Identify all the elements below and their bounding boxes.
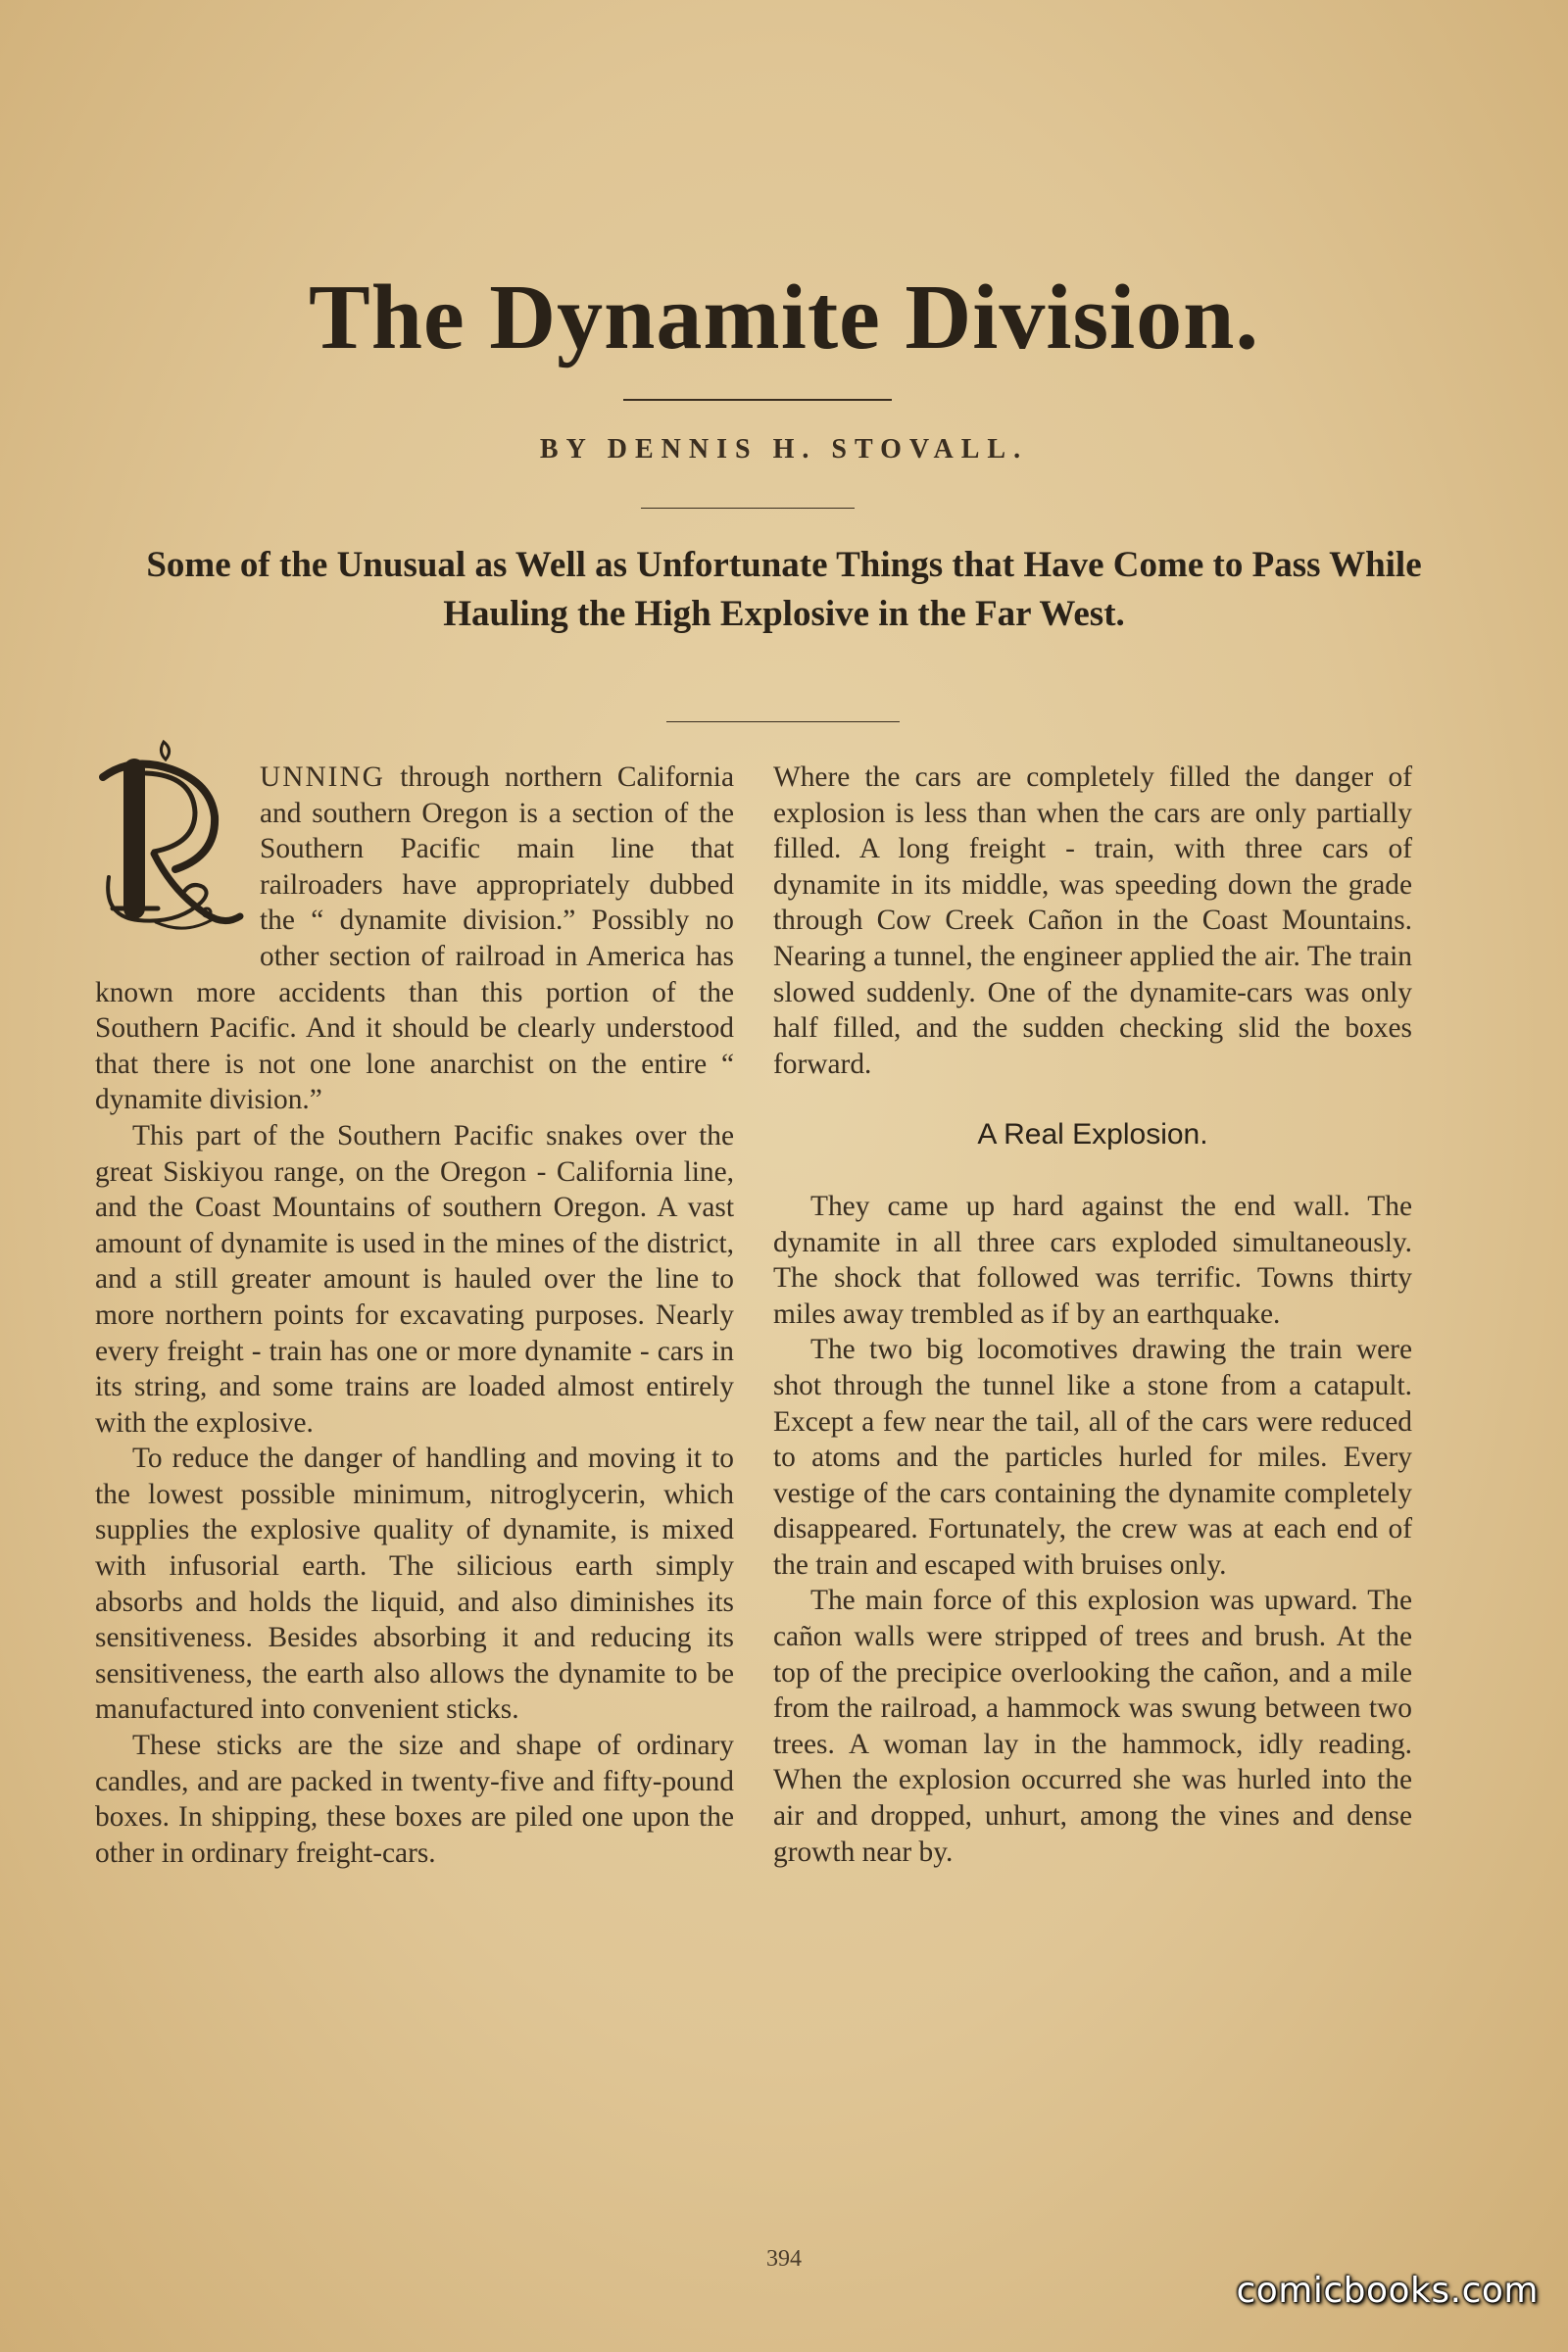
title-rule <box>623 399 892 401</box>
byline-rule <box>641 508 855 509</box>
right-column <box>773 760 1412 1870</box>
section-heading: A Real Explosion. <box>977 1118 1208 1152</box>
left-paragraph-4: These sticks are the size and shape of ordinary candles, and are packed in twenty-five and fifty-pound boxes. In shipping, these boxes are piled one upon the other in ordinary freight-cars. <box>95 1730 734 1869</box>
page-number: 394 <box>766 2246 802 2272</box>
right-paragraph-4: The main force of this explosion was upward. The cañon walls were stripped of trees and brush. At the top of the precipice overlooking the cañon, and a mile from the railroad, a hammock was swung between two trees. A woman lay in the hammock, idly reading. When the explosion occurred she was hurled into the air and dropped, unhurt, among the vines and dense growth near by. <box>773 1585 1412 1868</box>
article-subtitle: Some of the Unusual as Well as Unfortunate Things that Have Come to Pass While Hauling the High Explosive in the Far West. <box>146 545 1422 634</box>
right-paragraph-1: Where the cars are completely filled the danger of explosion is less than when the cars are only partially filled. A long freight - train, with three cars of dynamite in its middle, was speeding down the grade through Cow Creek Cañon in the Coast Mountains. Nearing a tunnel, the engineer applied the air. The train slowed suddenly. One of the dynamite-cars was only half filled, and the sudden checking slid the boxes forward. <box>773 761 1412 1080</box>
subtitle-rule <box>666 721 900 722</box>
article-title: The Dynamite Division. <box>309 267 1259 368</box>
dropcap-r-icon <box>95 730 248 946</box>
left-column <box>95 760 734 1871</box>
left-paragraph-1-text: through northern California and southern Oregon is a section of the Southern Pacific main line that railroaders have appropriately dubbed the “ dynamite division.” Possibly no other section of railroad in America has known more accidents than this portion of the Southern Pacific. And it should be clearly understood that there is not one lone anarchist on the entire “ dynamite division.” <box>95 761 734 1116</box>
left-paragraph-2: This part of the Southern Pacific snakes over the great Siskiyou range, on the Oregon - California line, and the Coast Mountains of southern Oregon. A vast amount of dynamite is used in the mines of the district, and a still greater amount is hauled over the line to more northern points for excavating purposes. Nearly every freight - train has one or more dynamite - cars in its string, and some trains are loaded almost entirely with the explosive. <box>95 1119 734 1439</box>
lead-word: UNNING <box>260 761 385 793</box>
article-byline: BY DENNIS H. STOVALL. <box>539 434 1029 465</box>
left-paragraph-1 <box>95 760 734 1118</box>
right-paragraph-2: They came up hard against the end wall. The dynamite in all three cars exploded simultaneously. The shock that followed was terrific. Towns thirty miles away trembled as if by an earthquake. <box>773 1190 1412 1330</box>
site-watermark: comicbooks.com <box>1236 2271 1539 2311</box>
right-paragraph-3: The two big locomotives drawing the train were shot through the tunnel like a stone from a catapult. Except a few near the tail, all of the cars were reduced to atoms and the particles hurled for miles. Every vestige of the cars containing the dynamite completely disappeared. Fortunately, the crew was at each end of the train and escaped with bruises only. <box>773 1334 1412 1581</box>
left-paragraph-3: To reduce the danger of handling and moving it to the lowest possible minimum, nitroglycerin, which supplies the explosive quality of dynamite, is mixed with infusorial earth. The silicious earth simply absorbs and holds the liquid, and also diminishes its sensitiveness. Besides absorbing it and reducing its sensitiveness, the earth also allows the dynamite to be manufactured into convenient sticks. <box>95 1443 734 1726</box>
